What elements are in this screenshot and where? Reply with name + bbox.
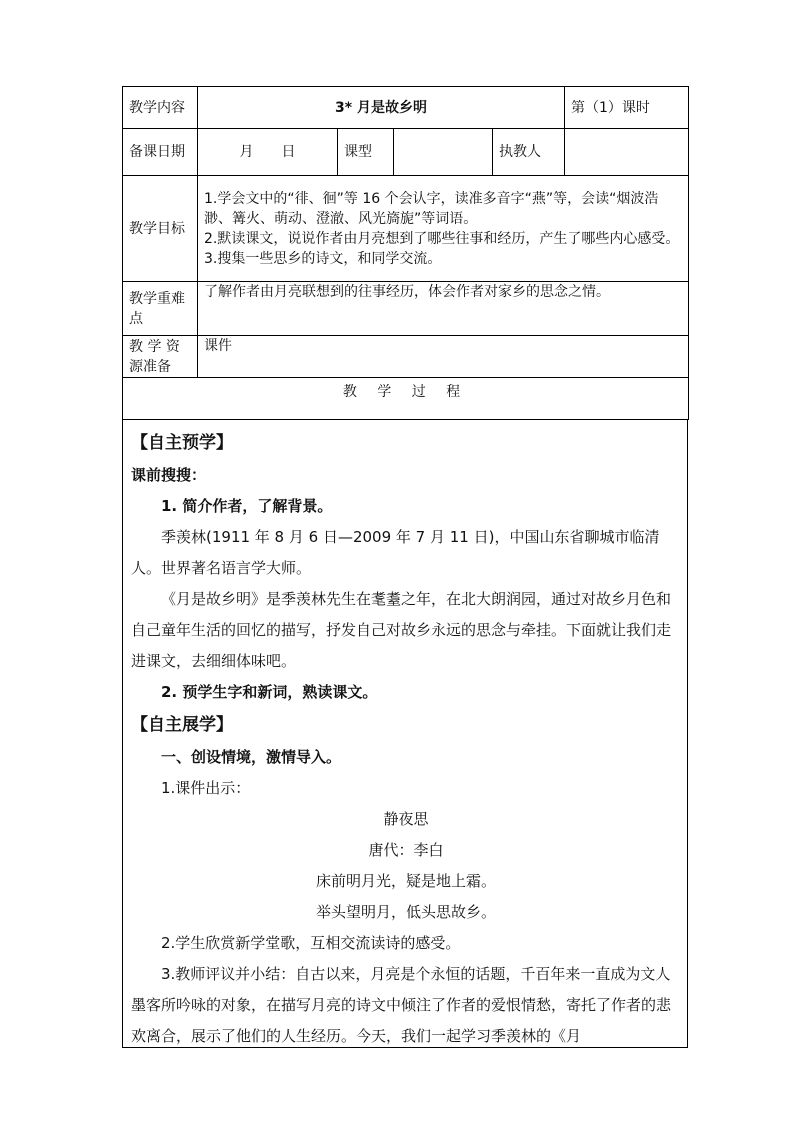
lesson-header-table (122, 86, 689, 420)
content-label: 教学内容 (123, 87, 198, 129)
poem-title: 静夜思 (383, 810, 429, 828)
goals-cell (198, 176, 689, 282)
goal-item: 1.学会文中的“徘、徊”等 16 个会认字，读准多音字“燕”等，会读“烟波浩渺、篝火、萌动、澄澈、风光旖旎”等词语。 (204, 190, 659, 227)
date-label: 备课日期 (123, 129, 198, 176)
pre-class-subheading: 课前搜搜： (131, 466, 207, 484)
poem-line: 举头望明月，低头思故乡。 (315, 903, 496, 921)
goal-item: 3.搜集一些思乡的诗文，和同学交流。 (204, 250, 442, 267)
section-heading-preview: 【自主预学】 (131, 433, 233, 453)
lesson-title: 3* 月是故乡明 (198, 87, 565, 129)
teacher-value (565, 129, 689, 176)
lesson-plan-document (122, 86, 688, 1048)
teacher-label: 执教人 (493, 129, 565, 176)
poem-author: 唐代：李白 (368, 841, 444, 859)
type-value (394, 129, 493, 176)
process-body (122, 420, 688, 1048)
item-author-intro: 1. 简介作者，了解背景。 (161, 497, 333, 515)
goals-label: 教学目标 (123, 176, 198, 282)
type-label: 课型 (338, 129, 394, 176)
item-preview-words: 2. 预学生字和新词，熟读课文。 (161, 683, 378, 701)
step-2: 2.学生欣赏新学堂歌，互相交流读诗的感受。 (161, 934, 461, 952)
goal-item: 2.默读课文，说说作者由月亮想到了哪些往事和经历，产生了哪些内心感受。 (204, 230, 680, 247)
step-1: 1.课件出示： (161, 779, 251, 797)
poem-line: 床前明月光，疑是地上霜。 (315, 872, 496, 890)
process-heading: 教 学 过 程 (123, 378, 689, 420)
background-paragraph: 《月是故乡明》是季羡林先生在耄耋之年，在北大朗润园，通过对故乡月色和自己童年生活的回忆的描写，抒发自己对故乡永远的思念与牵挂。下面就让我们走进课文，去细细体味吧。 (131, 590, 672, 670)
resource-text: 课件 (198, 336, 689, 378)
step-heading-intro: 一、创设情境，激情导入。 (161, 748, 342, 766)
key-points-text: 了解作者由月亮联想到的往事经历，体会作者对家乡的思念之情。 (198, 282, 689, 336)
date-value: 月 日 (198, 129, 338, 176)
step-3: 3.教师评议并小结：自古以来，月亮是个永恒的话题，千百年来一直成为文人墨客所吟咏的对象，在描写月亮的诗文中倾注了作者的爱恨情愁，寄托了作者的悲欢离合，展示了他们的人生经历。今天，我们一起学习季羡林的《月 (131, 965, 672, 1045)
author-paragraph: 季羡林(1911 年 8 月 6 日—2009 年 7 月 11 日)，中国山东省聊城市临清人。世界著名语言学大师。 (131, 528, 660, 577)
section-heading-show: 【自主展学】 (131, 715, 233, 735)
resource-label: 教 学 资源准备 (123, 336, 198, 378)
period-cell: 第（1）课时 (565, 87, 689, 129)
key-points-label: 教学重难点 (123, 282, 198, 336)
